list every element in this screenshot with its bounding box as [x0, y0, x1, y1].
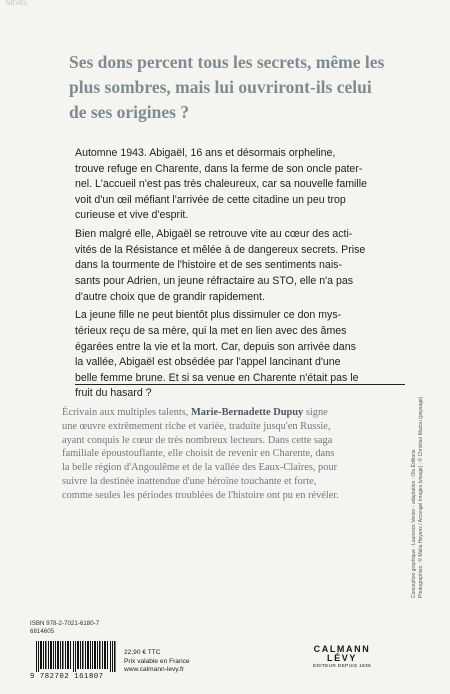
- corner-mark: NEVEL: [6, 1, 29, 7]
- summary-line: curieuse et vive d'esprit.: [75, 209, 189, 222]
- bio-line: [62, 406, 406, 420]
- tagline-line: plus sombres, mais lui ouvriront-ils celui: [69, 77, 372, 97]
- publisher-website: www.calmann-levy.fr: [124, 666, 184, 674]
- barcode: [30, 641, 116, 683]
- author-name: Marie-Bernadette Dupuy: [191, 407, 304, 418]
- summary-line: égarées entre la vie et la mort. Car, depuis son arrivée dans: [75, 340, 356, 353]
- summary-line: vités de la Résistance et mêlée à de dangereux secrets. Prise: [75, 243, 366, 256]
- barcode-bars-icon: [36, 641, 116, 672]
- summary-line: dans la tourmente de l'histoire et de ses sentiments nais-: [75, 259, 343, 272]
- tagline-line: de ses origines ?: [69, 102, 190, 122]
- summary-line: Automne 1943. Abigaël, 16 ans et désormais orpheline,: [75, 147, 336, 159]
- price-block: [124, 649, 190, 675]
- price-value: 22,90 € TTC: [124, 649, 161, 656]
- bio-intro: Écrivain aux multiples talents,: [62, 407, 191, 418]
- summary-line: belle femme brune. Et si sa venue en Charente n'était pas le: [75, 371, 359, 384]
- summary-paragraph: [75, 227, 407, 305]
- summary-line: nel. L'accueil n'est pas très chaleureux, car sa nouvelle famille: [75, 178, 367, 191]
- credits-line: Photographies : © Malia Heyens / Arcangel Images (visage) ; © Christian Mazou (paysage): [417, 396, 424, 598]
- tagline-line: Ses dons percent tous les secrets, même les: [69, 52, 385, 72]
- bio-line: suivre la destinée inattendue d'une héroïne touchante et forte,: [62, 475, 317, 487]
- section-divider: [75, 384, 405, 385]
- bio-line: comme seules les périodes troublées de l'histoire ont pu en révéler.: [62, 489, 339, 501]
- summary-line: La jeune fille ne peut bientôt plus dissimuler ce don mys-: [75, 309, 342, 322]
- credits-line: Conception graphique : Laurence Venier - adaptation : Olo Éditions: [411, 449, 417, 598]
- isbn-number: ISBN 978-2-7021-6180-7: [30, 620, 100, 627]
- publisher-name-line2: LÉVY: [327, 653, 357, 663]
- summary-line: d'autre choix que de grandir rapidement.: [75, 290, 265, 303]
- publisher-name-line1: CALMANN: [313, 644, 371, 654]
- publisher-logo: [313, 644, 371, 669]
- summary-paragraph: [75, 146, 407, 224]
- summary-line: voit d'un œil méfiant l'arrivée de cette citadine un peu trop: [75, 193, 346, 206]
- summary-line: la vallée, Abigaël est obsédée par l'appel lancinant d'une: [75, 356, 341, 369]
- bio-line: la belle région d'Angoulême et de la vallée des Eaux-Claires, pour: [62, 462, 338, 474]
- summary-text: [75, 146, 407, 405]
- design-credits: [411, 378, 424, 598]
- bio-intro-end: signe: [303, 407, 328, 418]
- bio-line: ayant conquis le cœur de très nombreux lecteurs. Dans cette saga: [62, 434, 333, 446]
- summary-line: sants pour Adrien, un jeune réfractaire au STO, elle n'a pas: [75, 274, 354, 287]
- author-bio: [62, 406, 406, 503]
- product-code: 6814605: [30, 628, 55, 635]
- summary-line: térieux reçu de sa mère, qui la met en lien avec des âmes: [75, 324, 347, 337]
- barcode-digits: 9 782702 161807: [30, 673, 104, 681]
- summary-line: Bien malgré elle, Abigaël se retrouve vite au cœur des acti-: [75, 228, 353, 241]
- publisher-since: ÉDITEUR DEPUIS 1836: [313, 664, 371, 669]
- summary-paragraph: [75, 308, 407, 402]
- bio-line: familiale époustouflante, elle choisit de revenir en Charente, dans: [62, 448, 335, 460]
- price-note: Prix valable en France: [124, 657, 190, 665]
- tagline: [69, 50, 414, 125]
- summary-line: fruit du hasard ?: [75, 387, 152, 400]
- summary-line: trouve refuge en Charente, dans la ferme de son oncle pater-: [75, 162, 363, 175]
- isbn-block: [30, 620, 99, 636]
- bio-line: une œuvre extrêmement riche et variée, traduite jusqu'en Russie,: [62, 420, 331, 432]
